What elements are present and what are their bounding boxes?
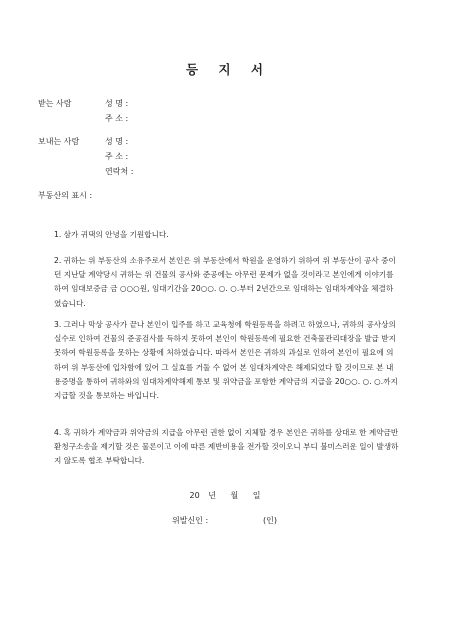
receiver-label: 받는 사람: [38, 99, 72, 108]
paragraph-2: 2. 귀하는 위 부동산의 소유주로서 본인은 위 부동산에서 학원을 운영하기 위하여 위 부동산이 공사 중이던 지난달 계약당시 귀하는 위 건물의 공사와 준공에는 아무런 문제가 없을 것이라고 본인에게 이야기를 하여 임대보증금 금 ○○○원, 임대기간을 20○○. ○. ○.부터 2년간으로 임대하는 임대차계약을 체결하였습니다.: [54, 256, 396, 308]
signature-label: 위발신인 :: [172, 516, 209, 525]
signature-seal: (인): [263, 516, 277, 525]
paragraph-3: 3. 그러나 막상 공사가 끝나 본인이 입주를 하고 교육청에 학원등록을 하려고 하였으나, 귀하의 공사상의 실수로 인하여 건물의 준공검사를 득하지 못하여 본인이 학원등록에 필요한 건축물관리대장을 발급 받지 못하여 학원등록을 못하는 상황에 처하였습니다. 따라서 본인은 귀하의 과실로 인하여 본인이 필요에 의하여 위 부동산에 입차함에 있어 그 실효를 거둘 수 없어 본 임대차계약은 해제되었다 할 것이므로 본 내용증명을 통하여 귀하와의 임대차계약해제 통보 및 위약금을 포함한 계약금의 지급을 20○○. ○. ○.까지 지급할 것을 통보하는 바입니다.: [54, 320, 398, 401]
date-line: [0, 490, 450, 501]
sender-name-label: 성 명 :: [105, 137, 129, 146]
sender-contact-label: 연락처 :: [105, 167, 134, 176]
date-month-unit: 월: [230, 491, 239, 500]
receiver-address-label: 주 소 :: [105, 114, 129, 123]
sender-label: 보내는 사람: [38, 137, 80, 146]
date-year-unit: 년: [208, 491, 216, 500]
date-year: 20: [189, 491, 200, 500]
date-day-unit: 일: [252, 491, 261, 500]
property-label: 부동산의 표시 :: [38, 191, 93, 200]
sender-address-label: 주 소 :: [105, 152, 129, 161]
paragraph-4: 4. 혹 귀하가 계약금과 위약금의 지급을 아무런 권한 없이 지체할 경우 본인은 귀하를 상대로 한 계약금반환청구소송을 제기할 것은 물론이고 이에 따른 제반비용을 전가할 것이오니 부디 불미스러운 일이 발생하지 않도록 협조 부탁합니다.: [54, 428, 399, 466]
paragraph-1: 1. 삼가 귀댁의 안녕을 기원합니다.: [54, 230, 169, 239]
receiver-name-label: 성 명 :: [105, 99, 129, 108]
document-title: 등 지 서: [186, 62, 264, 77]
